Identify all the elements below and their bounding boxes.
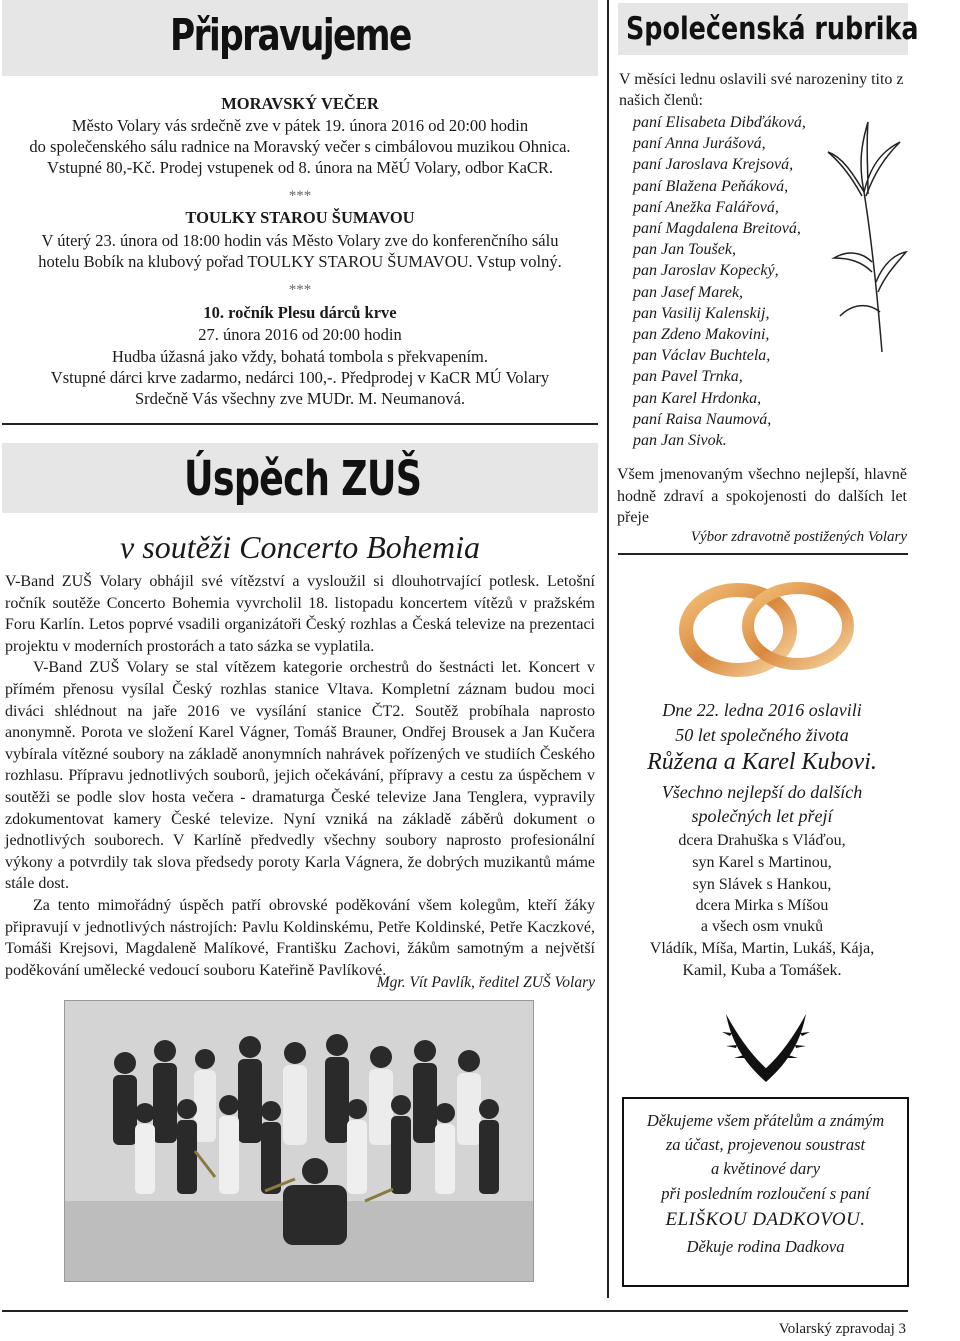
anniversary-line: 50 let společného života (675, 725, 849, 745)
family-line: dcera Mirka s Míšou (695, 897, 829, 914)
list-item: paní Elisabeta Dibďáková, (633, 114, 806, 131)
event-text: Město Volary vás srdečně zve v pátek 19. února 2016 od 20:00 hodin (71, 116, 529, 135)
list-item: pan Jan Toušek, (633, 241, 736, 259)
section-header-pripravujeme (2, 0, 598, 76)
mourning-line: Děkujeme všem přátelům a známým (646, 1111, 885, 1130)
list-item: pan Jasef Marek, (633, 283, 744, 301)
band-group-photo (64, 1000, 534, 1282)
band-photo-illustration (65, 1001, 534, 1282)
event-text: V úterý 23. února od 18:00 hodin vás Město Volary zve do konferenčního sálu (41, 231, 559, 250)
family-line: a všech osm vnuků (700, 918, 824, 935)
section-header-spolecenska-rubrika (618, 3, 919, 55)
mourning-line: při posledním rozloučení s paní (661, 1184, 870, 1203)
family-line: Kamil, Kuba a Tomášek. (682, 962, 842, 979)
palm-branch-illustration (718, 1006, 814, 1084)
event-text: Vstupné 80,-Kč. Prodej vstupenek od 8. února na MěÚ Volary, odbor KaCR. (46, 158, 554, 177)
mourning-signature: Děkuje rodina Dadkova (686, 1237, 845, 1256)
mourning-line: za účast, projevenou soustrast (665, 1135, 866, 1154)
article-paragraph: V-Band ZUŠ Volary se stal vítězem kategorie orchestrů do šestnácti let. Koncert v přímém přenosu vysílal Český rozhlas stanice Vltava. Kompletní záznam budou moci diváci shlédnout na jaře 2016 ve vysílání stanice ČT2. Soutěž probíhala naprosto anonymně. Porota ve složení Karel Vágner, Tomáš Brauner, Ondřej Brousek a Jan Kučera vybírala vítězné soubory na základě anonymních nahrávek pořízených ve studiích Českého rozhlasu. Přípravu jednotlivých souborů, jejich očekávání, přípravy a cestu za úspěchem v soutěži se podle slov hosta večera - dramaturga České televize Jana Tenglera, vypravily zdokumentovat kamery České televize. Nyní vzniká na základě záběrů dokument o jednotlivých souborech. V Karlíně předvedly všechny soubory naprosto profesionální výkony a potvrdily tak slova předsedy poroty Karla Vágnera, že dobrých muzikantů máme stále dost. (5, 659, 595, 893)
event-text: Srdečně Vás všechny zve MUDr. M. Neumanová. (134, 389, 466, 408)
lily-flower-illustration (822, 112, 908, 352)
birthday-intro: V měsíci lednu oslavili své narozeniny tito z našich členů: (619, 71, 904, 109)
family-line: syn Slávek s Hankou, (692, 876, 832, 893)
list-item: pan Jaroslav Kopecký, (633, 262, 779, 280)
mourning-line: a květinové dary (710, 1159, 821, 1178)
birthday-names-list (633, 112, 806, 451)
list-item: paní Magdalena Breitová, (633, 220, 801, 238)
family-line: Vládík, Míša, Martin, Lukáš, Kája, (649, 940, 875, 957)
section-divider (2, 423, 598, 425)
anniversary-line: Všechno nejlepší do dalších (661, 782, 863, 802)
anniversary-names: Růžena a Karel Kubovi. (647, 749, 877, 775)
section-header-zus (2, 443, 598, 513)
list-item: paní Anna Jurášová, (633, 135, 766, 153)
list-item: pan Zdeno Makovini, (633, 326, 770, 344)
family-line: dcera Drahuška s Vláďou, (678, 832, 846, 849)
column-divider (607, 0, 609, 1298)
article-paragraph: Za tento mimořádný úspěch patří obrovské poděkování všem kolegům, kteří žáky připravují v jednotlivých nástrojích: Pavlu Koldinskému, Petře Koldinské, Petře Kaczkové, Tomáši Krejsovi, Magdaleně Malíkové, Františku Zachovi, žákům samotným a největší poděkování umělecké vedoucí souboru Kateřině Pavlíkové. (5, 896, 595, 979)
mourning-notice-box (622, 1097, 909, 1287)
event-title: 10. ročník Plesu dárců krve (203, 303, 397, 322)
list-item: pan Pavel Trnka, (633, 368, 743, 386)
list-item: pan Vasilij Kalenskij, (633, 304, 770, 322)
event-text: do společenského sálu radnice na Moravský večer s cimbálovou muzikou Ohnica. (29, 137, 571, 156)
mourning-name: ELIŠKOU DADKOVOU. (665, 1209, 866, 1230)
list-item: pan Karel Hrdonka, (633, 389, 762, 407)
section-divider (618, 553, 908, 555)
article-signature: Mgr. Vít Pavlík, ředitel ZUŠ Volary (376, 974, 595, 991)
list-item: pan Václav Buchtela, (633, 347, 771, 365)
event-title: MORAVSKÝ VEČER (221, 94, 379, 113)
list-item: paní Anežka Falářová, (633, 198, 779, 216)
footer-page-label: Volarský zpravodaj 3 (778, 1321, 906, 1337)
separator-stars: *** (288, 188, 312, 204)
article-subtitle: v soutěži Concerto Bohemia (120, 529, 480, 565)
separator-stars: *** (288, 282, 312, 298)
event-text: 27. února 2016 od 20:00 hodin (198, 325, 402, 344)
anniversary-line: společných let přejí (691, 806, 833, 826)
wedding-rings-illustration (676, 578, 860, 678)
section-title: Společenská rubrika (626, 11, 919, 47)
article-paragraph: V-Band ZUŠ Volary obhájil své vítězství a vysloužil si dlouhotrvající potlesk. Letošní ročník soutěže Concerto Bohemia vyvrcholil 18. listopadu koncertem vítězů v pražském Foru Karlín. Letos poprvé vsadili organizátoři Český rozhlas a Česká televize na prezentaci projektu v moderních prostorách a tato sázka se vyplatila. (5, 573, 595, 655)
list-item: paní Raisa Naumová, (633, 410, 772, 428)
event-text: Hudba úžasná jako vždy, bohatá tombola s překvapením. (111, 347, 489, 366)
list-item: pan Jan Sivok. (633, 432, 727, 450)
event-text: hotelu Bobík na klubový pořad TOULKY STAROU ŠUMAVOU. Vstup volný. (38, 252, 562, 271)
anniversary-line: Dne 22. ledna 2016 oslavili (662, 700, 862, 720)
family-line: syn Karel s Martinou, (692, 854, 832, 871)
article-body (5, 571, 595, 981)
list-item: paní Jaroslava Krejsová, (633, 156, 794, 174)
footer-divider (2, 1310, 908, 1312)
event-text: Vstupné dárci krve zadarmo, nedárci 100,-. Předprodej v KaCR MÚ Volary (50, 368, 550, 387)
event-title: TOULKY STAROU ŠUMAVOU (185, 208, 415, 227)
section-title: Připravujeme (170, 10, 411, 61)
birthday-wish-signature: Výbor zdravotně postižených Volary (690, 529, 907, 545)
list-item: paní Blažena Peňáková, (633, 177, 789, 195)
birthday-wish: Všem jmenovaným všechno nejlepší, hlavně hodně zdraví a spokojenosti do dalších let přeje (617, 466, 907, 526)
article-title: Úspěch ZUŠ (184, 451, 422, 507)
